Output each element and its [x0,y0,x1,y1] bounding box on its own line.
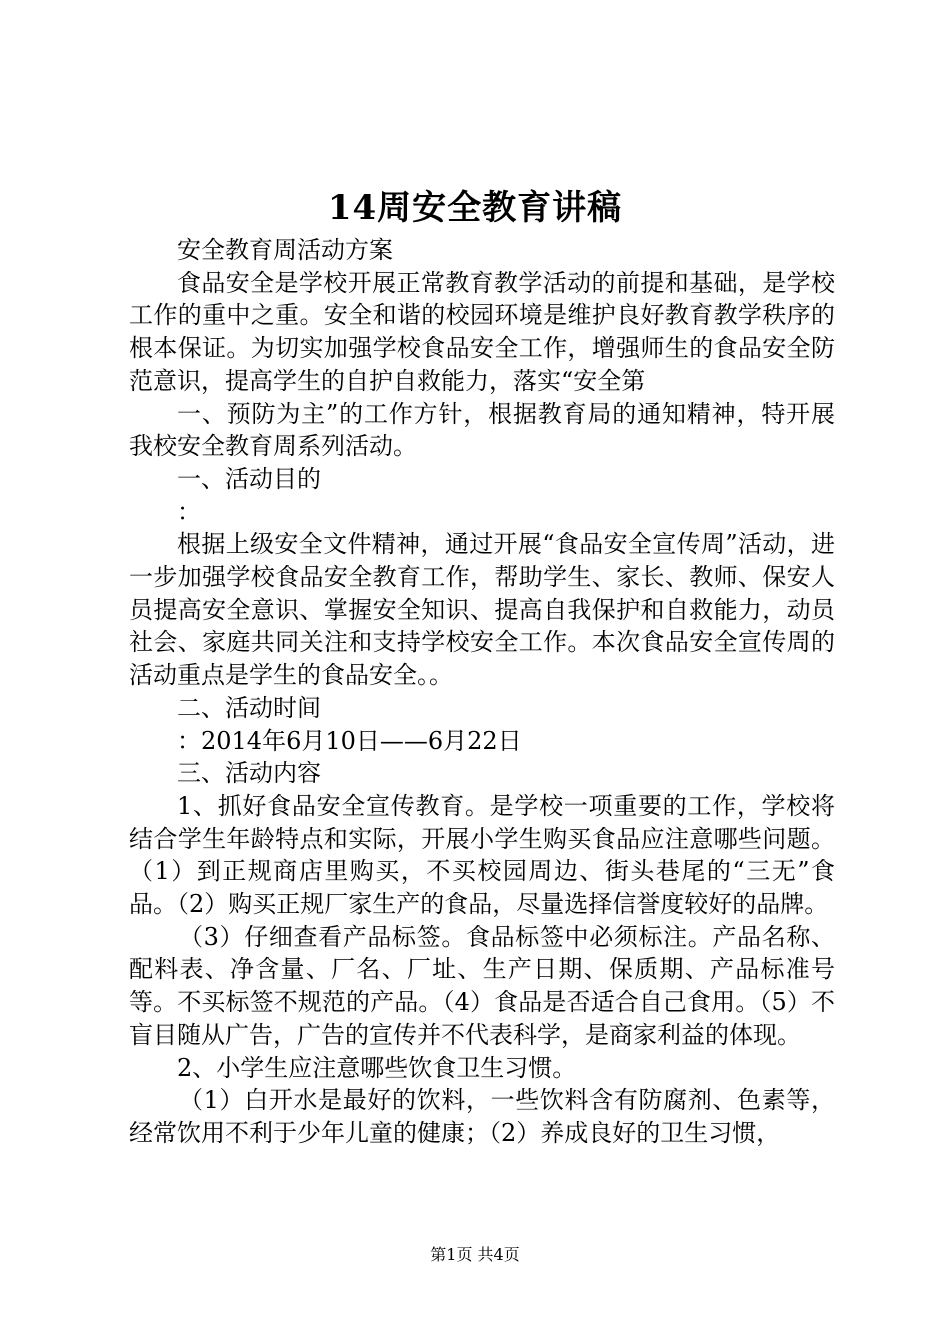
document-body [129,234,835,1150]
paragraph-habits: （1）白开水是最好的饮料，一些饮料含有防腐剂、色素等，经常饮用不利于少年儿童的健康；（2）养成良好的卫生习惯， [129,1086,835,1147]
paragraph-content-labels: （3）仔细查看产品标签。食品标签中必须标注。产品名称、配料表、净含量、厂名、厂址、生产日期、保质期、产品标准号等。不买标签不规范的产品。（4）食品是否适合自己食用。（5）不盲目随从广告，广告的宣传并不代表科学，是商家利益的体现。 [129,922,835,1049]
heading-activity-content: 三、活动内容 [177,759,321,788]
heading-activity-goal: 一、活动目的 [177,464,321,493]
paragraph-intro: 食品安全是学校开展正常教育教学活动的前提和基础，是学校工作的重中之重。安全和谐的校园环境是维护良好教育教学秩序的根本保证。为切实加强学校食品安全工作，增强师生的食品安全防范意识，提高学生的自护自救能力，落实“安全第 [129,268,835,395]
paragraph-goal-text: 根据上级安全文件精神，通过开展“食品安全宣传周”活动，进一步加强学校食品安全教育工作，帮助学生、家长、教师、保安人员提高安全意识、掌握安全知识、提高自我保护和自救能力，动员社会、家庭共同关注和支持学校安全工作。本次食品安全宣传周的活动重点是学生的食品安全。。 [129,530,835,690]
page-footer: 第1页 共4页 [430,1245,520,1264]
paragraph-policy: 一、预防为主”的工作方针，根据教育局的通知精神，特开展我校安全教育周系列活动。 [129,399,835,461]
paragraph-colon: ： [177,497,201,526]
paragraph-time-range: ：2014年6月10日——6月22日 [177,726,522,755]
paragraph-content-1: 1、抓好食品安全宣传教育。是学校一项重要的工作，学校将结合学生年龄特点和实际，开展小学生购买食品应注意哪些问题。（1）到正规商店里购买，不买校园周边、街头巷尾的“三无”食品。（2）购买正规厂家生产的食品，尽量选择信誉度较好的品牌。 [129,791,835,919]
heading-activity-time: 二、活动时间 [177,693,321,722]
document-title: 14周安全教育讲稿 [327,188,623,228]
paragraph-content-2: 2、小学生应注意哪些饮食卫生习惯。 [177,1053,577,1082]
paragraph-plan-title: 安全教育周活动方案 [177,236,393,264]
